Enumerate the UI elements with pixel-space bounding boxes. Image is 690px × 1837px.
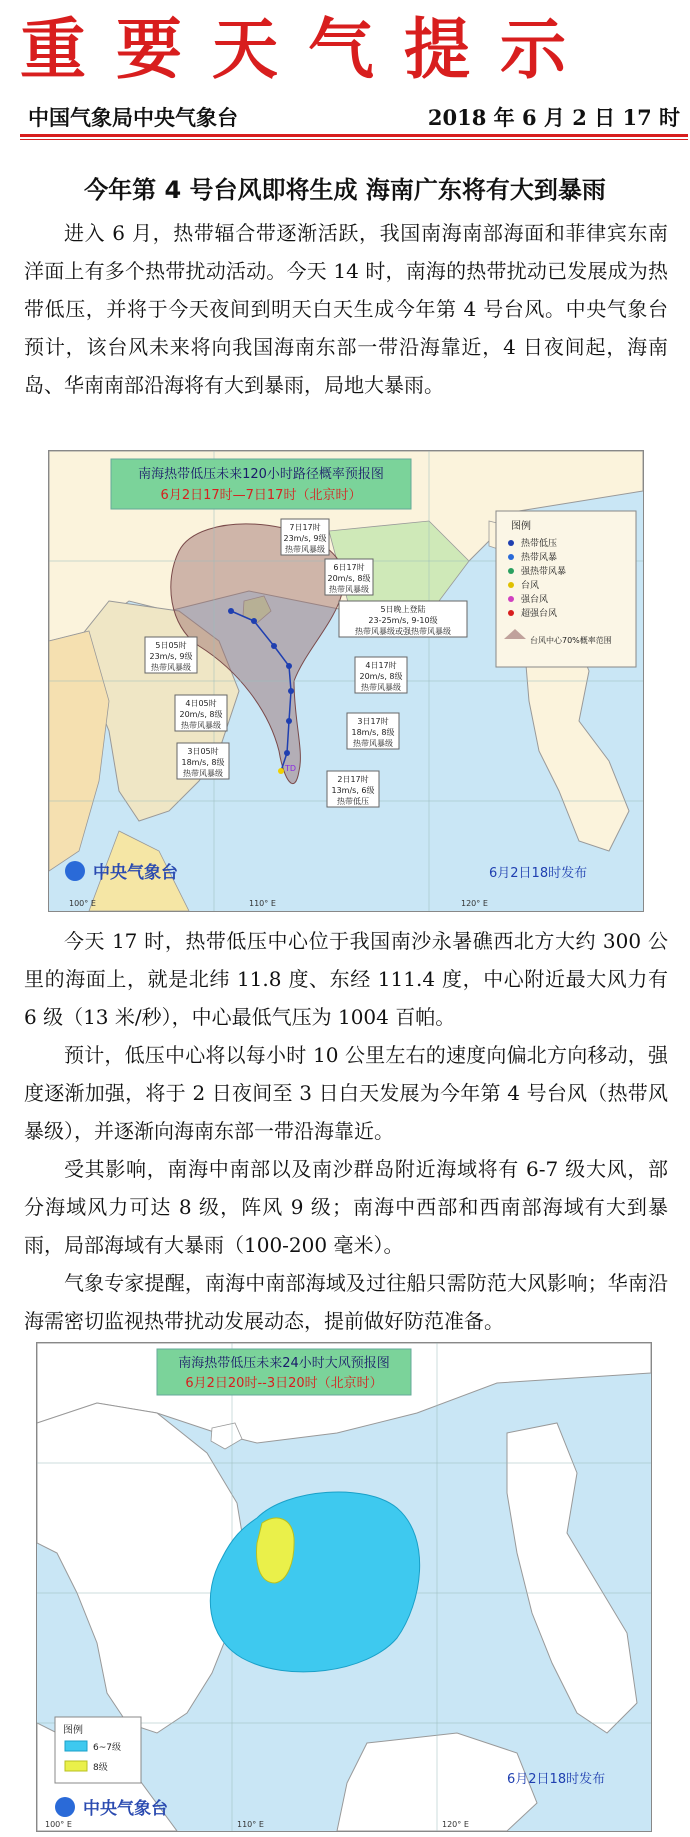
forecast-wind-label: 18m/s, 8级: [181, 758, 225, 767]
legend-item: 8级: [93, 1763, 108, 1773]
map1-subtitle: 6月2日17时—7日17时（北京时）: [160, 488, 362, 503]
forecast-time-label: 3日17时: [357, 717, 389, 726]
forecast-level-label: 热带风暴级: [329, 585, 369, 594]
forecast-time-label: 5日05时: [155, 641, 187, 650]
legend-item: 热带风暴: [521, 553, 558, 563]
legend-item: 台风: [521, 581, 540, 591]
legend-title: 图例: [63, 1725, 83, 1736]
forecast-time-label: 4日17时: [365, 661, 397, 670]
map1-legend: [496, 511, 636, 667]
legend-swatch-6-7: [65, 1741, 87, 1751]
forecast-level-label: 热带风暴级: [183, 769, 223, 778]
paragraph-current-position: 今天 17 时，热带低压中心位于我国南沙永暑礁西北方大约 300 公里的海面上，就是北纬 11.8 度、东经 111.4 度，中心附近最大风力有 6 级（13 米/秒），中心最低气压为 1004 百帕。: [24, 929, 668, 1029]
forecast-level-label: 热带风暴级: [285, 545, 325, 554]
lon-label: 110° E: [249, 899, 276, 908]
legend-marker: [508, 568, 514, 574]
legend-item: 强台风: [521, 595, 549, 605]
map2-title: 南海热带低压未来24小时大风预报图: [178, 1356, 390, 1371]
forecast-wind-label: 20m/s, 8级: [327, 574, 371, 583]
header-rule-thin: [20, 139, 688, 140]
legend-item: 强热带风暴: [521, 567, 567, 577]
forecast-time-label: 5日晚上登陆: [380, 605, 426, 614]
forecast-time-label: 2日17时: [337, 775, 369, 784]
lon-label: 120° E: [442, 1820, 469, 1829]
lon-label: 100° E: [69, 899, 96, 908]
forecast-wind-label: 23-25m/s, 9-10级: [368, 616, 438, 625]
legend-marker: [508, 596, 514, 602]
td-label: TD: [285, 764, 297, 773]
legend-prob-label: 台风中心70%概率范围: [530, 636, 612, 645]
paragraph-intro: 进入 6 月，热带辐合带逐渐活跃，我国南海南部海面和菲律宾东南洋面上有多个热带扰动活动。今天 14 时，南海的热带扰动已发展成为热带低压，并将于今天夜间到明天白天生成今年第 4 号台风。中央气象台预计，该台风未来将向我国海南东部一带沿海靠近，4 日夜间起，海南岛、华南南部沿海将有大到暴雨，局地大暴雨。: [24, 221, 668, 397]
legend-swatch-8: [65, 1761, 87, 1771]
forecast-level-label: 热带低压: [337, 797, 369, 806]
forecast-time-label: 4日05时: [185, 699, 217, 708]
forecast-wind-label: 20m/s, 8级: [359, 672, 403, 681]
legend-marker: [508, 582, 514, 588]
paragraph-impact: 受其影响，南海中南部以及南沙群岛附近海域将有 6-7 级大风，部分海域风力可达 8 级，阵风 9 级；南海中西部和西南部海域有大到暴雨，局部海域有大暴雨（100-200 毫米）。: [24, 1157, 668, 1257]
forecast-wind-label: 13m/s, 6级: [331, 786, 375, 795]
forecast-time-label: 6日17时: [333, 563, 365, 572]
track-point: [288, 688, 294, 694]
track-point: [286, 718, 292, 724]
forecast-level-label: 热带风暴级: [361, 683, 401, 692]
legend-marker: [508, 540, 514, 546]
lon-label: 120° E: [461, 899, 488, 908]
forecast-time-label: 3日05时: [187, 747, 219, 756]
wind-forecast-map: [36, 1342, 652, 1832]
issuer: 中国气象局中央气象台: [28, 106, 238, 130]
map2-agency: 中央气象台: [83, 1799, 168, 1819]
track-point: [271, 643, 277, 649]
map1-issued: 6月2日18时发布: [489, 866, 588, 881]
lon-label: 100° E: [45, 1820, 72, 1829]
track-map-svg: [49, 451, 643, 911]
agency-logo-icon: [65, 861, 85, 881]
map1-agency: 中央气象台: [93, 863, 178, 883]
agency-logo-icon: [55, 1797, 75, 1817]
forecast-time-label: 7日17时: [289, 523, 321, 532]
legend-item: 超强台风: [521, 609, 558, 619]
track-point-td: [278, 768, 284, 774]
forecast-level-label: 热带风暴级: [353, 739, 393, 748]
legend-title: 图例: [511, 521, 531, 532]
map1-title: 南海热带低压未来120小时路径概率预报图: [138, 467, 384, 482]
track-point: [284, 750, 290, 756]
legend-item: 6~7级: [93, 1743, 121, 1753]
issue-time: 2018 年 6 月 2 日 17 时: [427, 105, 680, 130]
lon-label: 110° E: [237, 1820, 264, 1829]
forecast-level-label: 热带风暴级: [151, 663, 191, 672]
wind-map-svg: [37, 1343, 651, 1831]
headline: 今年第 4 号台风即将生成 海南广东将有大到暴雨: [84, 176, 606, 204]
map2-legend: [55, 1717, 141, 1783]
legend-marker: [508, 610, 514, 616]
banner-title: 重要天气提示: [20, 10, 596, 88]
forecast-wind-label: 23m/s, 9级: [149, 652, 193, 661]
paragraph-forecast-track: 预计，低压中心将以每小时 10 公里左右的速度向偏北方向移动，强度逐渐加强，将于 2 日夜间至 3 日白天发展为今年第 4 号台风（热带风暴级），并逐渐向海南东部一带沿海靠近。: [24, 1043, 668, 1143]
forecast-wind-label: 23m/s, 9级: [283, 534, 327, 543]
track-point: [251, 618, 257, 624]
header-rule: [20, 134, 688, 137]
legend-item: 热带低压: [521, 539, 558, 549]
map2-issued: 6月2日18时发布: [507, 1772, 606, 1787]
map2-subtitle: 6月2日20时--3日20时（北京时）: [185, 1376, 383, 1391]
paragraph-advice: 气象专家提醒，南海中南部海域及过往船只需防范大风影响；华南沿海需密切监视热带扰动发展动态，提前做好防范准备。: [24, 1271, 668, 1333]
forecast-wind-label: 20m/s, 8级: [179, 710, 223, 719]
track-point: [228, 608, 234, 614]
legend-marker: [508, 554, 514, 560]
track-forecast-map: [48, 450, 644, 912]
forecast-wind-label: 18m/s, 8级: [351, 728, 395, 737]
forecast-level-label: 热带风暴级: [181, 721, 221, 730]
track-point: [286, 663, 292, 669]
forecast-level-label: 热带风暴级或强热带风暴级: [355, 627, 451, 636]
